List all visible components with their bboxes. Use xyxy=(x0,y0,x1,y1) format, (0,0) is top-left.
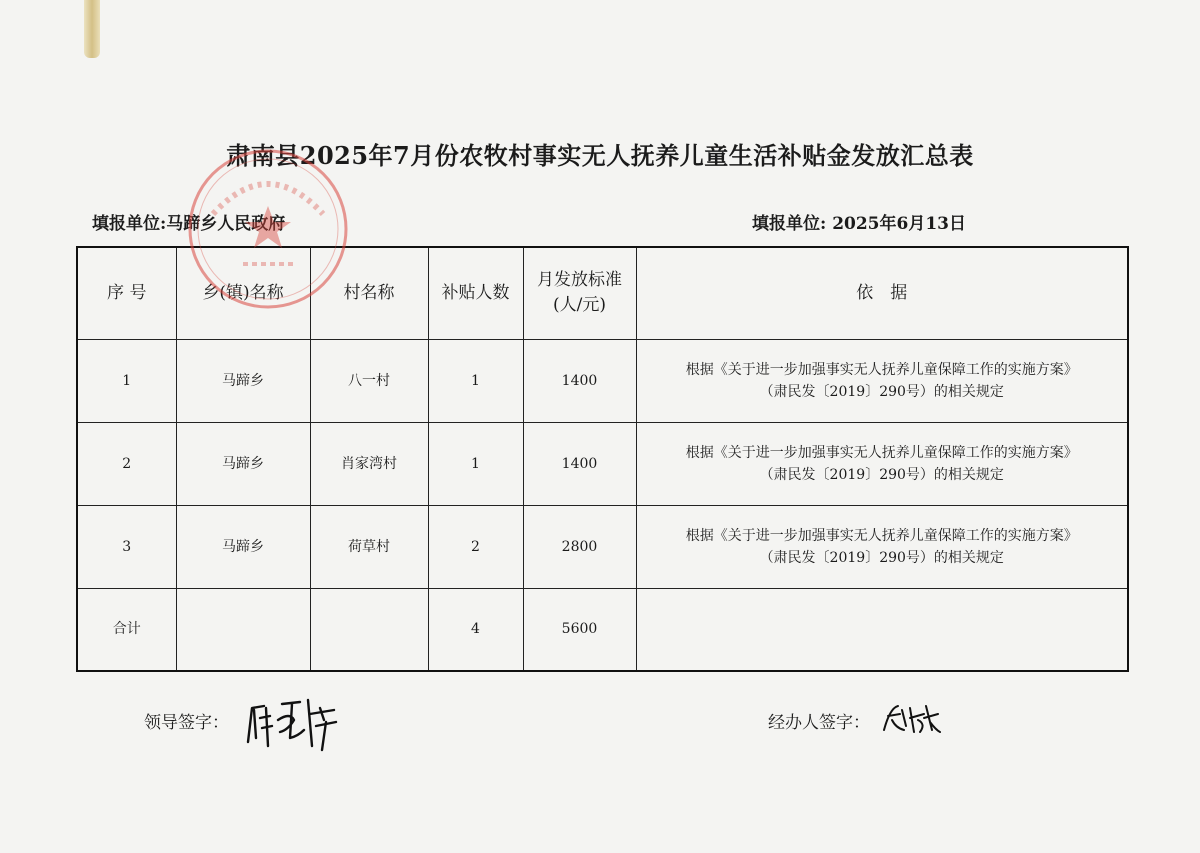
header-township: 乡(镇)名称 xyxy=(176,247,310,339)
row-basis-line1: 根据《关于进一步加强事实无人抚养儿童保障工作的实施方案》 xyxy=(685,527,1078,544)
row-basis-line2: （肃民发〔2019〕290号）的相关规定 xyxy=(759,466,1004,483)
paper-clip-mark xyxy=(84,0,100,58)
row-count: 1 xyxy=(428,339,523,422)
row-no: 1 xyxy=(77,339,176,422)
row-township: 马蹄乡 xyxy=(176,339,310,422)
row-township: 马蹄乡 xyxy=(176,422,310,505)
leader-signature xyxy=(242,690,342,754)
row-basis xyxy=(636,505,1128,588)
document-title: 肃南县2025年7月份农牧村事实无人抚养儿童生活补贴金发放汇总表 xyxy=(226,141,974,170)
reporting-date: 填报单位: 2025年6月13日 xyxy=(752,214,966,234)
table-header-row xyxy=(77,247,1128,339)
row-village: 肖家湾村 xyxy=(310,422,428,505)
handler-signature xyxy=(880,700,942,736)
row-count: 2 xyxy=(428,505,523,588)
row-basis-line2: （肃民发〔2019〕290号）的相关规定 xyxy=(759,549,1004,566)
reporting-unit: 填报单位:马蹄乡人民政府 xyxy=(92,214,286,234)
handler-signature-label: 经办人签字： xyxy=(768,713,870,733)
total-label: 合计 xyxy=(77,588,176,671)
leader-signature-label: 领导签字： xyxy=(144,713,229,733)
row-basis xyxy=(636,339,1128,422)
total-amount: 5600 xyxy=(523,588,636,671)
header-standard xyxy=(523,247,636,339)
header-count: 补贴人数 xyxy=(428,247,523,339)
summary-table xyxy=(76,246,1129,672)
header-standard-line1: 月发放标准 xyxy=(537,270,622,291)
total-township-empty xyxy=(176,588,310,671)
table-row xyxy=(77,505,1128,588)
row-village: 八一村 xyxy=(310,339,428,422)
row-basis-line2: （肃民发〔2019〕290号）的相关规定 xyxy=(759,383,1004,400)
total-basis-empty xyxy=(636,588,1128,671)
total-village-empty xyxy=(310,588,428,671)
row-basis-line1: 根据《关于进一步加强事实无人抚养儿童保障工作的实施方案》 xyxy=(685,444,1078,461)
row-basis xyxy=(636,422,1128,505)
header-standard-line2: (人/元) xyxy=(553,295,606,316)
row-village: 荷草村 xyxy=(310,505,428,588)
header-basis: 依 据 xyxy=(636,247,1128,339)
table-row xyxy=(77,339,1128,422)
row-no: 3 xyxy=(77,505,176,588)
row-count: 1 xyxy=(428,422,523,505)
row-amount: 1400 xyxy=(523,339,636,422)
row-basis-line1: 根据《关于进一步加强事实无人抚养儿童保障工作的实施方案》 xyxy=(685,361,1078,378)
table-total-row xyxy=(77,588,1128,671)
total-count: 4 xyxy=(428,588,523,671)
row-no: 2 xyxy=(77,422,176,505)
table-row xyxy=(77,422,1128,505)
row-amount: 1400 xyxy=(523,422,636,505)
row-township: 马蹄乡 xyxy=(176,505,310,588)
header-no: 序 号 xyxy=(77,247,176,339)
header-village: 村名称 xyxy=(310,247,428,339)
row-amount: 2800 xyxy=(523,505,636,588)
